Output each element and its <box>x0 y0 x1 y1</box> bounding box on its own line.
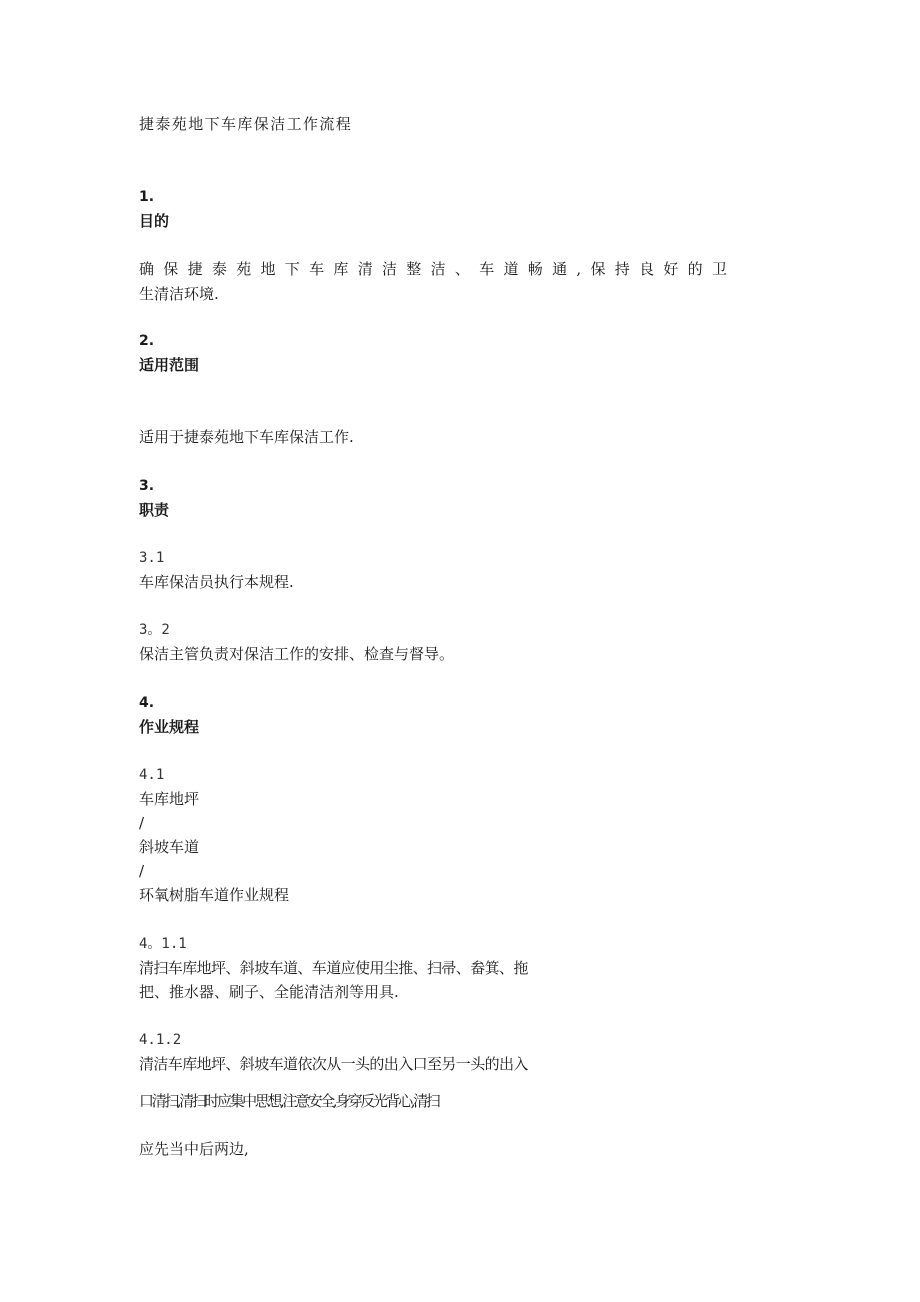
item-3-2-text: 保洁主管负责对保洁工作的安排、检查与督导。 <box>139 645 455 663</box>
section-1-body-line-2: 生清洁环境. <box>139 285 219 303</box>
item-4-1-1-line-2: 把、推水器、刷子、全能清洁剂等用具. <box>139 983 399 1001</box>
section-3-heading: 职责 <box>139 501 170 519</box>
section-1-heading: 目的 <box>139 212 170 230</box>
item-4-1-2-line-3: 应先当中后两边, <box>139 1140 249 1158</box>
section-2-body: 适用于捷泰苑地下车库保洁工作. <box>139 428 354 446</box>
item-3-1-text: 车库保洁员执行本规程. <box>139 573 294 591</box>
subsection-4-1-number: 4.1 <box>139 767 165 783</box>
item-3-1-number: 3.1 <box>139 550 165 566</box>
subsection-4-1-title-line-4: / <box>139 862 145 880</box>
item-4-1-2-line-2: 口清扫,清扫时应集中思想,注意安全,身穿反光背心,清扫 <box>139 1092 439 1110</box>
item-4-1-1-number: 4。1.1 <box>139 936 187 952</box>
section-3-number: 3. <box>139 478 155 494</box>
section-2-heading: 适用范围 <box>139 356 200 374</box>
item-3-2-number: 3。2 <box>139 622 170 638</box>
item-4-1-1-line-1: 清扫车库地坪、斜坡车道、车道应使用尘推、扫帚、畚箕、拖 <box>139 959 528 977</box>
subsection-4-1-title-line-1: 车库地坪 <box>139 790 200 808</box>
section-1-number: 1. <box>139 189 155 205</box>
item-4-1-2-number: 4.1.2 <box>139 1032 182 1048</box>
section-1-body-line-1: 确保捷泰苑地下车库清洁整洁、车道畅通,保持良好的卫 <box>139 260 737 278</box>
section-2-number: 2. <box>139 333 155 349</box>
subsection-4-1-title-line-2: / <box>139 814 145 832</box>
subsection-4-1-title-line-5: 环氧树脂车道作业规程 <box>139 886 290 904</box>
section-4-heading: 作业规程 <box>139 718 200 736</box>
item-4-1-2-line-1: 清洁车库地坪、斜坡车道依次从一头的出入口至另一头的出入 <box>139 1055 528 1073</box>
subsection-4-1-title-line-3: 斜坡车道 <box>139 838 200 856</box>
section-4-number: 4. <box>139 695 155 711</box>
document-title: 捷泰苑地下车库保洁工作流程 <box>139 115 353 133</box>
